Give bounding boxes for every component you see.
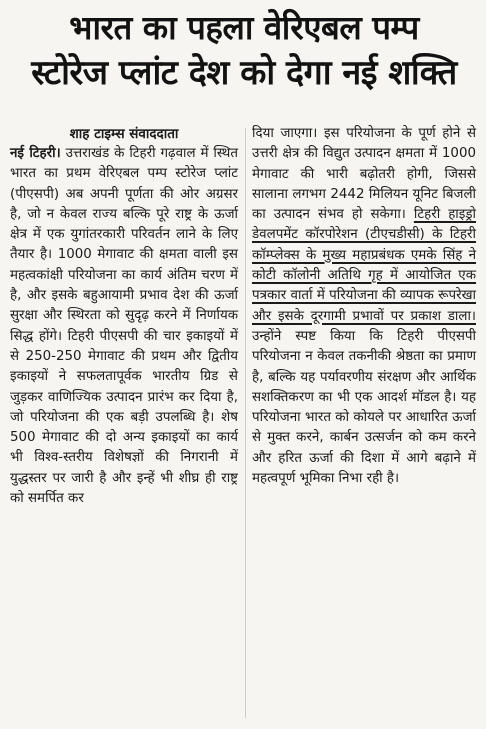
right-body-underlined-text: टिहरी हाइड्रो डेवलपमेंट कॉरपोरेशन (टीएचडीसी) के टिहरी कॉम्प्लेक्स के मुख्य महाप्रबंधक एमके सिंह ने कोटी कॉलोनी अतिथि गृह में आयोजित एक पत्रकार वार्ता में परियोजना की व्यापक रूपरेखा और इसके दूरगामी प्रभावों पर प्रकाश डाला। xyxy=(252,207,476,324)
column-divider xyxy=(245,128,246,718)
article-paragraph-right xyxy=(252,124,476,489)
article-column-left xyxy=(10,124,238,509)
byline: शाह टाइम्स संवाददाता xyxy=(69,126,179,142)
left-body-text: उत्तराखंड के टिहरी गढ़वाल में स्थित भारत का प्रथम वेरिएबल पम्प स्टोरेज प्लांट (पीएसपी) अब अपनी पूर्णता की ओर अग्रसर है, जो न केवल राज्य बल्कि पूरे राष्ट्र के ऊर्जा क्षेत्र में एक युगांतरकारी परिवर्तन लाने के लिए तैयार है। 1000 मेगावाट की क्षमता वाली इस महत्वकांक्षी परियोजना का कार्य अंतिम चरण में है, और इसके बहुआयामी प्रभाव देश की ऊर्जा सुरक्षा और स्थिरता को सुदृढ़ करने में निर्णायक सिद्ध होंगे। टिहरी पीएसपी की चार इकाइयों में से 250-250 मेगावाट की प्रथम और द्वितीय इकाइयों ने सफलतापूर्वक भारतीय ग्रिड से जुड़कर वाणिज्यिक उत्पादन प्रारंभ कर दिया है, जो परियोजना की एक बड़ी उपलब्धि है। शेष 500 मेगावाट की दो अन्य इकाइयों का कार्य भी विश्व-स्तरीय विशेषज्ञों की निगरानी में युद्धस्तर पर जारी है और इन्हें भी शीघ्र ही राष्ट्र को समर्पित कर xyxy=(10,146,238,507)
right-body-text-1: दिया जाएगा। इस परियोजना के पूर्ण होने से उत्तरी क्षेत्र की विद्युत उत्पादन क्षमता में 1000 मेगावाट की भारी बढ़ोतरी होगी, जिससे सालाना लगभग 2442 मिलियन यूनिट बिजली का उत्पादन संभव हो सकेगा। xyxy=(252,126,476,223)
dateline: नई टिहरी। xyxy=(10,146,61,161)
headline-line-1: भारत का पहला वेरिएबल पम्प xyxy=(69,8,419,47)
article-column-right xyxy=(252,124,476,489)
headline xyxy=(8,6,480,96)
article-paragraph-left xyxy=(10,144,238,509)
headline-line-2: स्टोरेज प्लांट देश को देगा नई शक्ति xyxy=(31,53,457,93)
right-body-text-2: उन्होंने स्पष्ट किया कि टिहरी पीएसपी परियोजना न केवल तकनीकी श्रेष्ठता का प्रमाण है, बल्कि यह पर्यावरणीय संरक्षण और आर्थिक सशक्तिकरण का भी एक आदर्श मॉडल है। यह परियोजना भारत को कोयले पर आधारित ऊर्जा से मुक्त करने, कार्बन उत्सर्जन को कम करने और हरित ऊर्जा की दिशा में आगे बढ़ाने में महत्वपूर्ण भूमिका निभा रही है। xyxy=(252,328,476,487)
